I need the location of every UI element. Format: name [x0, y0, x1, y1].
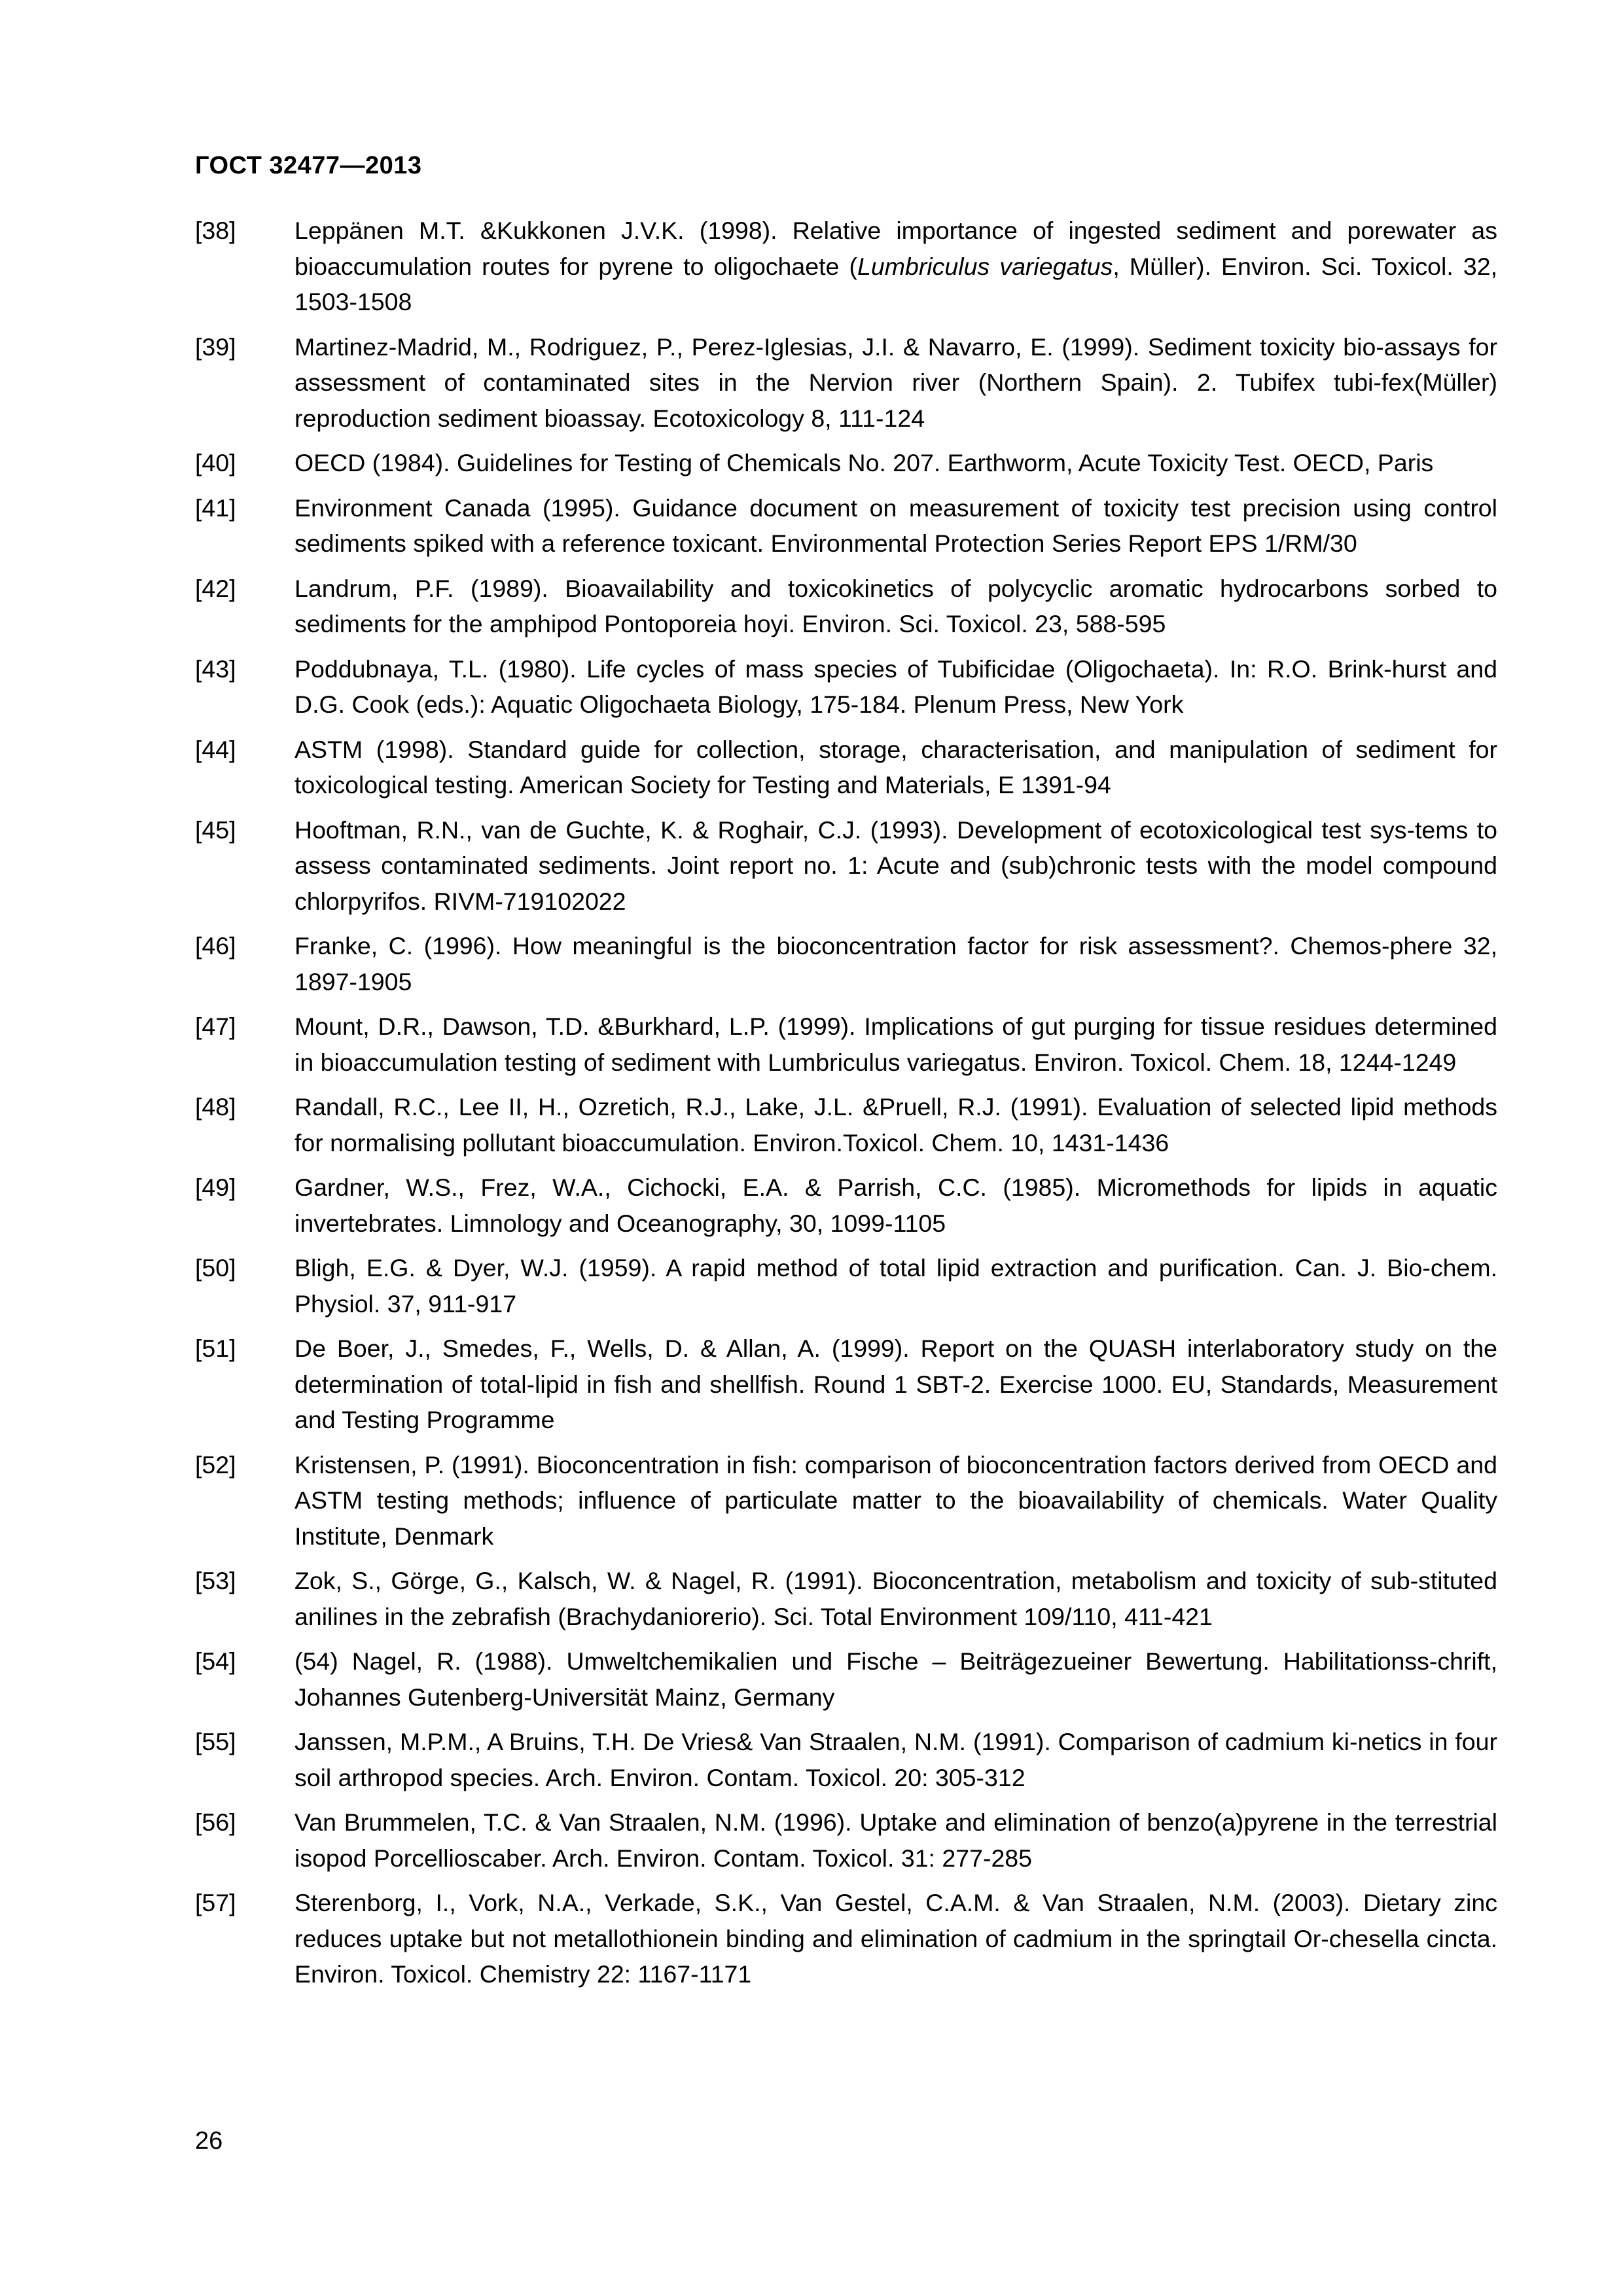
reference-number: [51]	[195, 1335, 236, 1362]
reference-text	[294, 1089, 1497, 1160]
reference-text	[294, 329, 1497, 437]
reference-item	[195, 732, 1497, 803]
reference-text-segment: Gardner, W.S., Frez, W.A., Cichocki, E.A. & Parrish, C.C. (1985). Micromethods for lipids in aquatic invertebrates. Limnology and Oceanography, 30, 1099-1105	[294, 1174, 1497, 1237]
reference-item	[195, 1009, 1497, 1080]
reference-text	[294, 213, 1497, 320]
reference-number: [57]	[195, 1889, 236, 1916]
reference-number: [55]	[195, 1728, 236, 1755]
reference-text	[294, 1250, 1497, 1321]
reference-text	[294, 1885, 1497, 1992]
reference-item	[195, 651, 1497, 723]
reference-text-segment: Franke, C. (1996). How meaningful is the bioconcentration factor for risk assessment?. Chemos-phere 32, 1897-1905	[294, 932, 1497, 996]
reference-text	[294, 1724, 1497, 1795]
reference-item	[195, 490, 1497, 562]
reference-number: [45]	[195, 816, 236, 844]
reference-text-segment: Poddubnaya, T.L. (1980). Life cycles of mass species of Tubificidae (Oligochaeta). In: R.O. Brink-hurst and D.G. Cook (eds.): Aquatic Oligochaeta Biology, 175-184. Plenum Press, New York	[294, 655, 1497, 718]
reference-text-segment: , Müller). Environ. Sci. Toxicol. 32, 1503-1508	[294, 252, 1497, 315]
reference-number: [49]	[195, 1174, 236, 1201]
reference-number: [41]	[195, 493, 236, 522]
reference-item	[195, 213, 1497, 320]
reference-text-segment: Janssen, M.P.M., A Bruins, T.H. De Vries& Van Straalen, N.M. (1991). Comparison of cadmium ki-netics in four soil arthropod species. Arch. Environ. Contam. Toxicol. 20: 305-312	[294, 1728, 1497, 1791]
reference-item	[195, 1331, 1497, 1438]
reference-number: [56]	[195, 1808, 236, 1836]
reference-number: [54]	[195, 1647, 236, 1675]
reference-text-segment: Sterenborg, I., Vork, N.A., Verkade, S.K., Van Gestel, C.A.M. & Van Straalen, N.M. (2003). Dietary zinc reduces uptake but not metallothionein binding and elimination of cadmium in the springtail Or-chesella cincta. Environ. Toxicol. Chemistry 22: 1167-1171	[294, 1889, 1497, 1988]
reference-text-segment: (54) Nagel, R. (1988). Umweltchemikalien und Fische – Beiträgezueiner Bewertung. Habilitationss-chrift, Johannes Gutenberg-Universität Mainz, Germany	[294, 1647, 1497, 1711]
reference-item	[195, 812, 1497, 920]
reference-text	[294, 1170, 1497, 1241]
reference-number: [38]	[195, 217, 236, 244]
reference-number: [50]	[195, 1254, 236, 1282]
reference-text	[294, 651, 1497, 723]
reference-number: [39]	[195, 332, 236, 361]
reference-number: [47]	[195, 1013, 236, 1040]
reference-item	[195, 928, 1497, 999]
reference-text	[294, 445, 1497, 481]
reference-text-segment: Kristensen, P. (1991). Bioconcentration in fish: comparison of bioconcentration factors derived from OECD and ASTM testing methods; influence of particulate matter to the bioavailability of chemicals. Water Quality Institute, Denmark	[294, 1450, 1497, 1550]
reference-number: [48]	[195, 1093, 236, 1121]
reference-text-segment: Randall, R.C., Lee II, H., Ozretich, R.J., Lake, J.L. &Pruell, R.J. (1991). Evaluation of selected lipid methods for normalising pollutant bioaccumulation. Environ.Toxicol. Chem. 10, 1431-1436	[294, 1093, 1497, 1157]
reference-item	[195, 1563, 1497, 1634]
reference-text	[294, 812, 1497, 920]
reference-item	[195, 1170, 1497, 1241]
reference-item	[195, 1643, 1497, 1715]
reference-list	[195, 213, 1497, 2001]
reference-item	[195, 1089, 1497, 1160]
reference-item	[195, 1447, 1497, 1554]
reference-text-segment: ASTM (1998). Standard guide for collection, storage, characterisation, and manipulation of sediment for toxicological testing. American Society for Testing and Materials, E 1391-94	[294, 735, 1497, 798]
reference-text-segment: Environment Canada (1995). Guidance document on measurement of toxicity test precision using control sediments spiked with a reference toxicant. Environmental Protection Series Report EPS 1/RM/30	[294, 493, 1497, 557]
reference-item	[195, 1250, 1497, 1321]
reference-number: [40]	[195, 449, 236, 476]
reference-item	[195, 329, 1497, 437]
reference-text	[294, 732, 1497, 803]
reference-text-segment: Landrum, P.F. (1989). Bioavailability and toxicokinetics of polycyclic aromatic hydrocarbons sorbed to sediments for the amphipod Pontoporeia hoyi. Environ. Sci. Toxicol. 23, 588-595	[294, 574, 1497, 637]
reference-text-segment: Zok, S., Görge, G., Kalsch, W. & Nagel, R. (1991). Bioconcentration, metabolism and toxicity of sub-stituted anilines in the zebrafish (Brachydaniorerio). Sci. Total Environment 109/110, 411-421	[294, 1567, 1497, 1630]
reference-number: [52]	[195, 1450, 236, 1479]
reference-item	[195, 571, 1497, 642]
reference-text	[294, 928, 1497, 999]
reference-item	[195, 445, 1497, 481]
reference-item	[195, 1885, 1497, 1992]
reference-text	[294, 490, 1497, 562]
reference-text-segment: De Boer, J., Smedes, F., Wells, D. & Allan, A. (1999). Report on the QUASH interlaboratory study on the determination of total-lipid in fish and shellfish. Round 1 SBT-2. Exercise 1000. EU, Standards, Measurement and Testing Programme	[294, 1335, 1497, 1433]
reference-item	[195, 1724, 1497, 1795]
reference-text-segment: Leppänen M.T. &Kukkonen J.V.K. (1998). Relative importance of ingested sediment and porewater as bioaccumulation routes for pyrene to oligochaete (	[294, 217, 1497, 280]
reference-number: [43]	[195, 655, 236, 683]
reference-text	[294, 1643, 1497, 1715]
reference-text	[294, 1009, 1497, 1080]
reference-number: [53]	[195, 1567, 236, 1594]
reference-text	[294, 1331, 1497, 1438]
document-header: ГОСТ 32477—2013	[195, 152, 422, 179]
reference-text-italic: Lumbriculus variegatus	[857, 252, 1113, 280]
reference-text-segment: Van Brummelen, T.C. & Van Straalen, N.M. (1996). Uptake and elimination of benzo(a)pyrene in the terrestrial isopod Porcellioscaber. Arch. Environ. Contam. Toxicol. 31: 277-285	[294, 1808, 1497, 1872]
reference-text-segment: OECD (1984). Guidelines for Testing of Chemicals No. 207. Earthworm, Acute Toxicity Test. OECD, Paris	[294, 449, 1434, 476]
reference-text	[294, 1563, 1497, 1634]
reference-number: [44]	[195, 735, 236, 763]
reference-text-segment: Hooftman, R.N., van de Guchte, K. & Roghair, C.J. (1993). Development of ecotoxicological test sys-tems to assess contaminated sediments. Joint report no. 1: Acute and (sub)chronic tests with the model compound chlorpyrifos. RIVM-719102022	[294, 816, 1497, 915]
reference-text	[294, 1804, 1497, 1876]
reference-text-segment: Mount, D.R., Dawson, T.D. &Burkhard, L.P. (1999). Implications of gut purging for tissue residues determined in bioaccumulation testing of sediment with Lumbriculus variegatus. Environ. Toxicol. Chem. 18, 1244-1249	[294, 1013, 1497, 1076]
reference-text-segment: Bligh, E.G. & Dyer, W.J. (1959). A rapid method of total lipid extraction and purification. Can. J. Bio-chem. Physiol. 37, 911-917	[294, 1254, 1497, 1318]
reference-number: [46]	[195, 932, 236, 960]
reference-text-segment: Martinez-Madrid, M., Rodriguez, P., Perez-Iglesias, J.I. & Navarro, E. (1999). Sediment toxicity bio-assays for assessment of contaminated sites in the Nervion river (Northern Spain). 2. Tubifex tubi-fex(Müller) reproduction sediment bioassay. Ecotoxicology 8, 111-124	[294, 332, 1497, 432]
reference-text	[294, 1447, 1497, 1554]
reference-item	[195, 1804, 1497, 1876]
page-number: 26	[195, 2127, 223, 2155]
reference-number: [42]	[195, 574, 236, 602]
reference-text	[294, 571, 1497, 642]
